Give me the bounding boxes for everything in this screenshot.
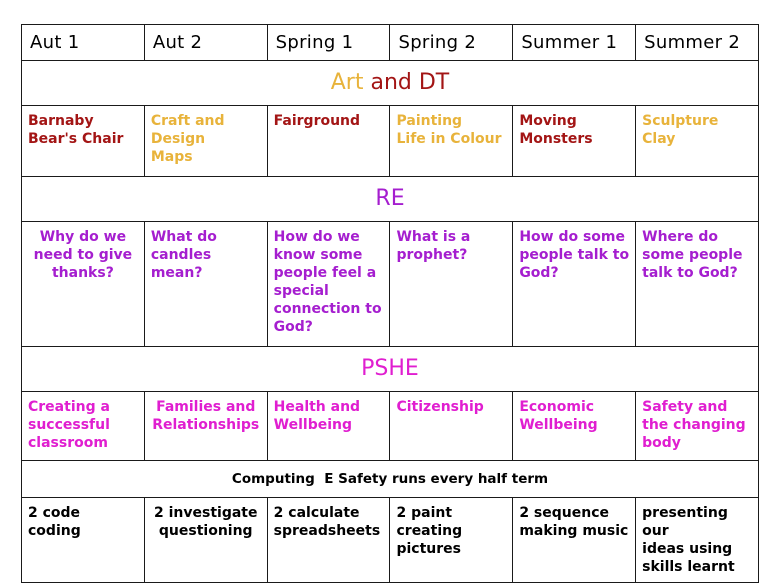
pshe-cell-aut2: Families and Relationships [144,392,267,461]
term-aut-1: Aut 1 [22,25,145,61]
art-title-art: Art [330,70,364,95]
pshe-cell-spring1: Health and Wellbeing [267,392,390,461]
computing-cell-spring2: 2 paint creating pictures [390,498,513,583]
terms-header-row [22,25,759,61]
re-cell-aut2: What do candles mean? [144,222,267,347]
art-title-dt: and DT [363,70,450,95]
re-section-row [22,177,759,222]
art-cell-aut1: Barnaby Bear's Chair [22,106,145,177]
re-section-title: RE [22,177,759,222]
term-summer-1: Summer 1 [513,25,636,61]
computing-cell-spring1: 2 calculate spreadsheets [267,498,390,583]
re-cell-summer1: How do some people talk to God? [513,222,636,347]
computing-cell-aut2: 2 investigate questioning [144,498,267,583]
pshe-topics-row [22,392,759,461]
computing-banner: Computing E Safety runs every half term [22,461,759,498]
computing-cell-summer1: 2 sequence making music [513,498,636,583]
art-cell-summer2: Sculpture Clay [636,106,759,177]
term-spring-2: Spring 2 [390,25,513,61]
computing-topics-row [22,498,759,583]
re-cell-spring1: How do we know some people feel a special connection to God? [267,222,390,347]
art-cell-spring1: Fairground [267,106,390,177]
term-summer-2: Summer 2 [636,25,759,61]
term-aut-2: Aut 2 [144,25,267,61]
re-cell-spring2: What is a prophet? [390,222,513,347]
re-topics-row [22,222,759,347]
pshe-cell-summer2: Safety and the changing body [636,392,759,461]
pshe-cell-summer1: Economic Wellbeing [513,392,636,461]
re-cell-summer2: Where do some people talk to God? [636,222,759,347]
term-spring-1: Spring 1 [267,25,390,61]
computing-cell-aut1: 2 code coding [22,498,145,583]
computing-cell-summer2: presenting our ideas using skills learnt [636,498,759,583]
curriculum-table [21,24,759,583]
art-cell-aut2: Craft and Design Maps [144,106,267,177]
art-topics-row [22,106,759,177]
pshe-cell-aut1: Creating a successful classroom [22,392,145,461]
art-section-title [22,61,759,106]
art-section-row [22,61,759,106]
art-cell-spring2: Painting Life in Colour [390,106,513,177]
pshe-section-title: PSHE [22,347,759,392]
art-cell-summer1: Moving Monsters [513,106,636,177]
pshe-section-row [22,347,759,392]
pshe-cell-spring2: Citizenship [390,392,513,461]
re-cell-aut1: Why do we need to give thanks? [22,222,145,347]
computing-banner-row [22,461,759,498]
